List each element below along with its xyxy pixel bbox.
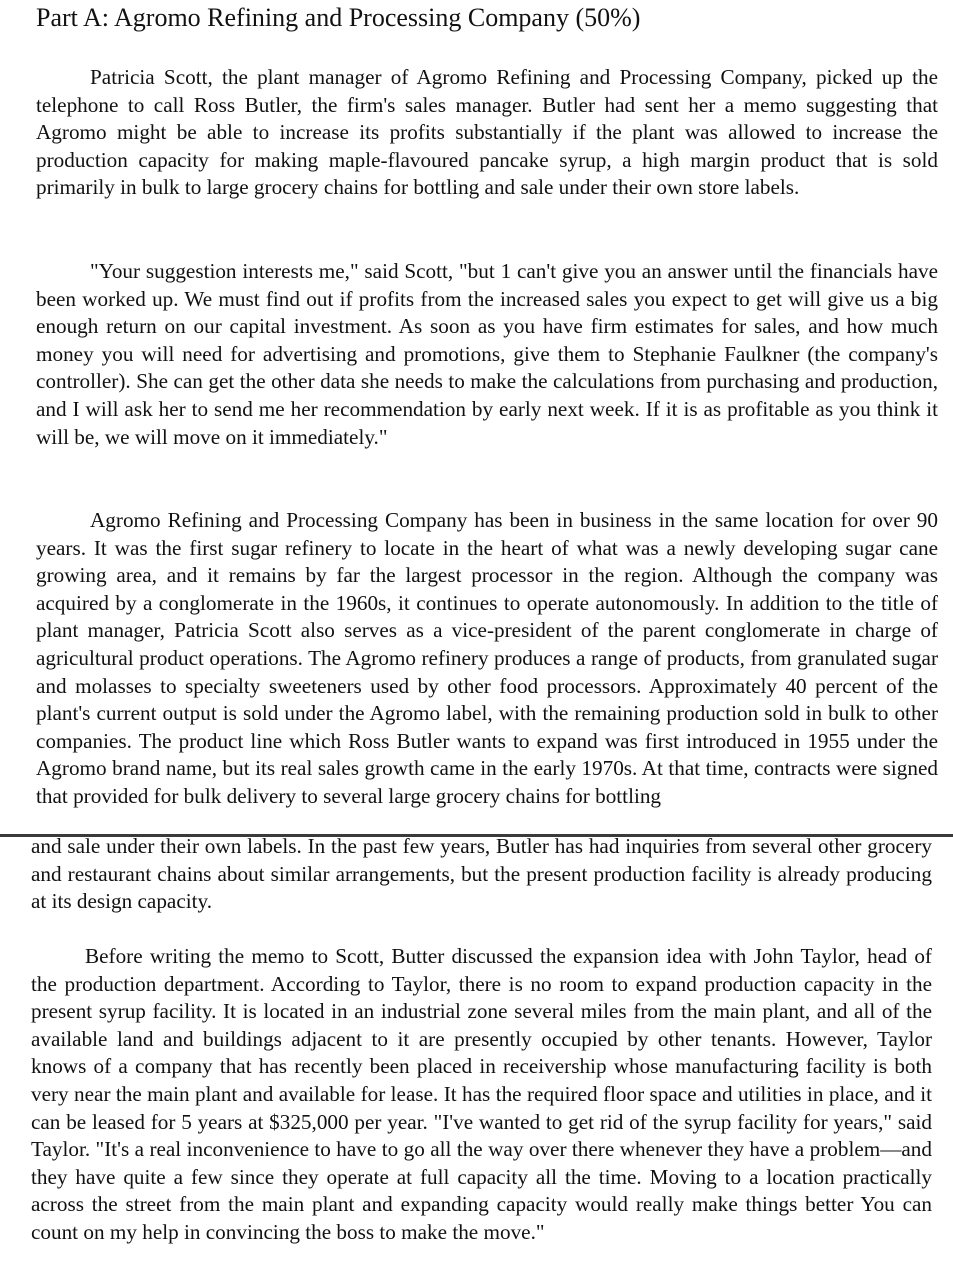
paragraph-taylor-discussion: Before writing the memo to Scott, Butter discussed the expansion idea with John Taylor, head of the production department. According to Taylor, there is no room to expand production capacity in the present syrup facility. It is located in an industrial zone several miles from the main plant, and all of the available land and buildings adjacent to it are presently occupied by other tenants. However, Taylor knows of a company that has recently been placed in receivership whose manufacturing facility is both very near the main plant and available for lease. It has the required floor space and utilities in place, and it can be leased for 5 years at $325,000 per year. "I've wanted to get rid of the syrup facility for years," said Taylor. "It's a real inconvenience to have to go all the way over there whenever they have a problem—and they have quite a few since they operate at full capacity all the time. Moving to a location practically across the street from the main plant and expanding capacity would really make things better You can count on my help in convincing the boss to make the move."	[31, 944, 932, 1244]
paragraph-company-history: Agromo Refining and Processing Company has been in business in the same location for over 90 years. It was the first sugar refinery to locate in the heart of what was a newly developing sugar cane growing area, and it remains by far the largest processor in the region. Although the company was acquired by a conglomerate in the 1960s, it continues to operate autonomously. In addition to the title of plant manager, Patricia Scott also serves as a vice-president of the parent conglomerate in charge of agricultural product operations. The Agromo refinery produces a range of products, from granulated sugar and molasses to specialty sweeteners used by other food processors. Approximately 40 percent of the plant's current output is sold under the Agromo label, with the remaining production sold in bulk to other companies. The product line which Ross Butler wants to expand was first introduced in 1955 under the Agromo brand name, but its real sales growth came in the early 1970s. At that time, contracts were signed that provided for bulk delivery to several large grocery chains for bottling	[36, 508, 938, 808]
section-heading: Part A: Agromo Refining and Processing Company (50%)	[36, 3, 641, 32]
paragraph-scott-quote: "Your suggestion interests me," said Scott, "but 1 can't give you an answer until the financials have been worked up. We must find out if profits from the increased sales you expect to get will give us a big enough return on our capital investment. As soon as you have firm estimates for sales, and how much money you will need for advertising and promotions, give them to Stephanie Faulkner (the company's controller). She can get the other data she needs to make the calculations from purchasing and production, and I will ask her to send me her recommendation by early next week. If it is as profitable as you think it will be, we will move on it immediately."	[36, 259, 938, 449]
paragraph-scott-call: Patricia Scott, the plant manager of Agromo Refining and Processing Company, picked up the telephone to call Ross Butler, the firm's sales manager. Butler had sent her a memo suggesting that Agromo might be able to increase its profits substantially if the plant was allowed to increase the production capacity for making maple-flavoured pancake syrup, a high margin product that is sold primarily in bulk to large grocery chains for bottling and sale under their own store labels.	[36, 65, 938, 200]
paragraph-company-history-continued: and sale under their own labels. In the past few years, Butler has had inquiries from several other grocery and restaurant chains about similar arrangements, but the present production facility is already producing at its design capacity.	[31, 834, 932, 914]
